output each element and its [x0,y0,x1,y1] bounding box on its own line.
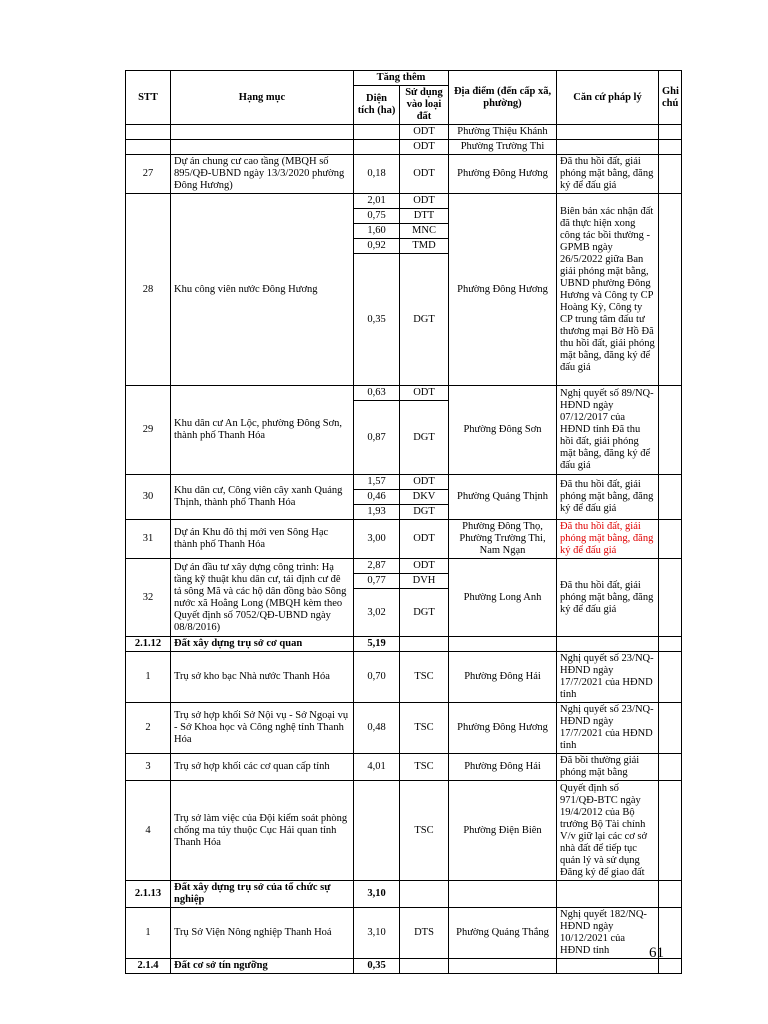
stt: 2 [126,703,171,754]
can-cu-highlighted: Đã thu hồi đất, giải phóng mặt bằng, đăng ký để đấu giá [557,520,659,559]
dien-tich: 0,92 [354,239,400,254]
dien-tich: 1,93 [354,505,400,520]
stt: 3 [126,754,171,781]
dien-tich: 2,87 [354,559,400,574]
stt: 28 [126,194,171,386]
table-row [126,194,682,209]
hang-muc: Trụ sở kho bạc Nhà nước Thanh Hóa [171,652,354,703]
dien-tich: 0,87 [354,401,400,475]
hang-muc: Dự án Khu đô thị mới ven Sông Hạc thành phố Thanh Hóa [171,520,354,559]
loai-dat: DGT [400,401,449,475]
stt: 4 [126,781,171,881]
can-cu: Đã thu hồi đất, giải phóng mặt bằng, đăng ký để đấu giá [557,155,659,194]
hang-muc: Trụ sở hợp khối Sở Nội vụ - Sở Ngoại vụ - Sở Khoa học và Công nghệ tỉnh Thanh Hóa [171,703,354,754]
loai-dat: DKV [400,490,449,505]
can-cu: Đã bồi thường giải phóng mặt bằng [557,754,659,781]
dia-diem: Phường Long Anh [449,559,557,637]
dien-tich: 0,35 [354,254,400,386]
stt: 30 [126,475,171,520]
hang-muc: Trụ sở hợp khối các cơ quan cấp tỉnh [171,754,354,781]
dia-diem: Phường Thiệu Khánh [449,125,557,140]
col-stt-header: STT [126,71,171,125]
dia-diem: Phường Đông Sơn [449,386,557,475]
dia-diem: Phường Đông Hải [449,754,557,781]
table-row [126,781,682,881]
dien-tich: 0,63 [354,386,400,401]
loai-dat: ODT [400,140,449,155]
stt: 1 [126,652,171,703]
loai-dat: DGT [400,505,449,520]
loai-dat: DVH [400,574,449,589]
section-title: Đất xây dựng trụ sở của tổ chức sự nghiệp [171,881,354,908]
page-number: 61 [649,945,664,961]
table-row [126,908,682,959]
can-cu: Nghị quyết 182/NQ-HĐND ngày 10/12/2021 của HĐND tỉnh [557,908,659,959]
dien-tich: 4,01 [354,754,400,781]
table-row [126,559,682,574]
section-row [126,637,682,652]
loai-dat: TMD [400,239,449,254]
dia-diem: Phường Trường Thi [449,140,557,155]
loai-dat: TSC [400,754,449,781]
loai-dat: TSC [400,781,449,881]
loai-dat: DGT [400,589,449,637]
dia-diem: Phường Đông Thọ, Phường Trường Thi, Nam Ngạn [449,520,557,559]
stt: 32 [126,559,171,637]
table-row [126,652,682,703]
stt: 31 [126,520,171,559]
stt: 1 [126,908,171,959]
loai-dat: ODT [400,520,449,559]
dien-tich: 1,60 [354,224,400,239]
dia-diem: Phường Đông Hương [449,703,557,754]
loai-dat: TSC [400,703,449,754]
dien-tich: 0,35 [354,959,400,974]
col-tang-them-header: Tăng thêm [354,71,449,86]
table-row [126,703,682,754]
col-hang-muc-header: Hạng mục [171,71,354,125]
table-row [126,140,682,155]
col-can-cu-header: Căn cứ pháp lý [557,71,659,125]
dien-tich: 1,57 [354,475,400,490]
can-cu: Nghị quyết số 89/NQ-HĐND ngày 07/12/2017 của HĐND tỉnh Đã thu hồi đất, giải phóng mặt bằng, đăng ký để đấu giá [557,386,659,475]
section-row [126,959,682,974]
hang-muc: Trụ sở làm việc của Đội kiểm soát phòng chống ma túy thuộc Cục Hải quan tỉnh Thanh Hóa [171,781,354,881]
dia-diem: Phường Đông Hương [449,194,557,386]
loai-dat: DTT [400,209,449,224]
dien-tich: 3,02 [354,589,400,637]
stt: 27 [126,155,171,194]
loai-dat: ODT [400,194,449,209]
hang-muc: Khu dân cư, Công viên cây xanh Quảng Thịnh, thành phố Thanh Hóa [171,475,354,520]
dien-tich: 0,18 [354,155,400,194]
dia-diem: Phường Quảng Thắng [449,908,557,959]
stt: 29 [126,386,171,475]
dien-tich: 0,75 [354,209,400,224]
loai-dat: DTS [400,908,449,959]
dien-tich: 2,01 [354,194,400,209]
stt: 2.1.12 [126,637,171,652]
section-title: Đất xây dựng trụ sở cơ quan [171,637,354,652]
dien-tich: 0,46 [354,490,400,505]
dien-tich: 5,19 [354,637,400,652]
dien-tich: 0,48 [354,703,400,754]
col-dia-diem-header: Địa điểm (đến cấp xã, phường) [449,71,557,125]
can-cu: Nghị quyết số 23/NQ-HĐND ngày 17/7/2021 của HĐND tỉnh [557,703,659,754]
table-row [126,125,682,140]
header-row [126,71,682,86]
can-cu: Biên bản xác nhận đất đã thực hiện xong công tác bồi thường - GPMB ngày 26/5/2022 giữa Ban giải phóng mặt bằng, UBND phường Đông Hương và Công ty CP Hoàng Kỳ, Công ty CP trung tâm đấu tư thương mại Bờ Hồ Đã thu hồi đất, giải phóng mặt bằng, đăng ký để đấu giá [557,194,659,386]
col-dien-tich-header: Diện tích (ha) [354,86,400,125]
dien-tich: 0,70 [354,652,400,703]
table-row [126,386,682,401]
dia-diem: Phường Quảng Thịnh [449,475,557,520]
table-row [126,520,682,559]
dia-diem: Phường Điện Biên [449,781,557,881]
dia-diem: Phường Đông Hải [449,652,557,703]
dien-tich: 3,10 [354,908,400,959]
hang-muc: Trụ Sở Viện Nông nghiệp Thanh Hoá [171,908,354,959]
loai-dat: MNC [400,224,449,239]
can-cu: Đã thu hồi đất, giải phóng mặt bằng, đăng ký để đấu giá [557,475,659,520]
section-row [126,881,682,908]
table-row [126,155,682,194]
loai-dat: ODT [400,475,449,490]
hang-muc: Dự án chung cư cao tầng (MBQH số 895/QĐ-UBND ngày 13/3/2020 phường Đông Hương) [171,155,354,194]
hang-muc: Dự án đầu tư xây dựng công trình: Hạ tầng kỹ thuật khu dân cư, tái định cư đê tả sông Mã và các hộ dân đồng bào Sông nước xã Hoằng Long (MBQH kèm theo Quyết định số 7052/QĐ-UBND ngày 08/8/2016) [171,559,354,637]
table-row [126,475,682,490]
col-su-dung-header: Sử dụng vào loại đất [400,86,449,125]
loai-dat: ODT [400,386,449,401]
loai-dat: ODT [400,125,449,140]
loai-dat: DGT [400,254,449,386]
dien-tich: 3,00 [354,520,400,559]
hang-muc: Khu công viên nước Đông Hương [171,194,354,386]
loai-dat: ODT [400,155,449,194]
loai-dat: ODT [400,559,449,574]
table-row [126,754,682,781]
can-cu: Quyết định số 971/QĐ-BTC ngày 19/4/2012 của Bộ trưởng Bộ Tài chính V/v giữ lại các cơ sở nhà đất để tiếp tục quản lý và sử dụng Đăng ký để giao đất [557,781,659,881]
section-title: Đất cơ sở tín ngưỡng [171,959,354,974]
hang-muc: Khu dân cư An Lộc, phường Đông Sơn, thành phố Thanh Hóa [171,386,354,475]
stt: 2.1.4 [126,959,171,974]
dia-diem: Phường Đông Hương [449,155,557,194]
loai-dat: TSC [400,652,449,703]
dien-tich [354,781,400,881]
can-cu: Đã thu hồi đất, giải phóng mặt bằng, đăng ký để đấu giá [557,559,659,637]
dien-tich: 0,77 [354,574,400,589]
dien-tich: 3,10 [354,881,400,908]
land-use-table [125,70,682,974]
stt: 2.1.13 [126,881,171,908]
col-ghi-chu-header: Ghi chú [659,71,682,125]
can-cu: Nghị quyết số 23/NQ-HĐND ngày 17/7/2021 của HĐND tỉnh [557,652,659,703]
